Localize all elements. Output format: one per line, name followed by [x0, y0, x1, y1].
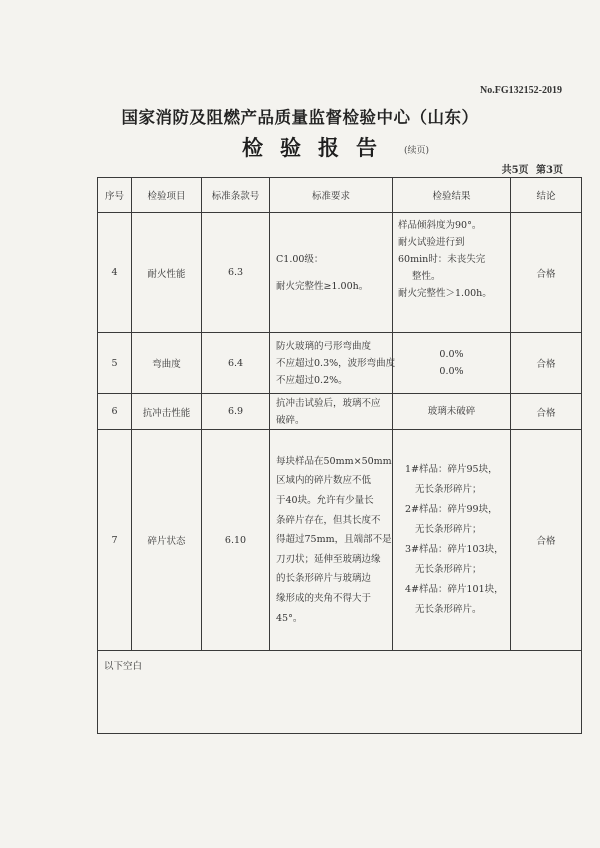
table-header-row: [98, 178, 582, 213]
row-no: 7: [98, 430, 132, 651]
row-conclusion: 合格: [511, 213, 582, 333]
row-clause: 6.10: [202, 430, 270, 651]
requirement-line: 得超过75mm，且端部不是: [276, 534, 392, 546]
row-clause: 6.4: [202, 333, 270, 394]
table-row: [98, 213, 582, 333]
page-total: 共5页: [501, 165, 529, 176]
footer-note: 以下空白: [98, 651, 582, 734]
requirement-line: 条碎片存在，但其长度不: [276, 514, 381, 526]
table-row: [98, 394, 582, 430]
organization-title: 国家消防及阻燃产品质量监督检验中心（山东）: [121, 108, 479, 127]
requirement-line: 缘形成的夹角不得大于: [276, 592, 372, 604]
report-number: No.FG132152-2019: [480, 85, 562, 96]
row-requirement: [270, 333, 396, 394]
requirement-line: C1.00级：: [276, 253, 324, 265]
row-item: 弯曲度: [132, 333, 202, 394]
row-conclusion: 合格: [511, 333, 582, 394]
row-clause: 6.9: [202, 394, 270, 430]
result-line: 1#样品：碎片95块，: [405, 464, 498, 475]
table-row: [98, 333, 582, 394]
row-item: 碎片状态: [132, 430, 202, 651]
page-current: 第3页: [536, 165, 563, 176]
requirement-line: 防火玻璃的弓形弯曲度: [276, 340, 372, 352]
row-no: 4: [98, 213, 132, 333]
row-result: [393, 394, 511, 430]
result-line: 耐火完整性＞1.00h。: [398, 288, 492, 299]
row-conclusion: 合格: [511, 394, 582, 430]
result-line: 无长条形碎片。: [415, 604, 482, 615]
header-result: 检验结果: [393, 178, 511, 213]
header-clause: 标准条款号: [202, 178, 270, 213]
report-subtitle: (续页): [404, 146, 430, 156]
result-line: 样品倾斜度为90°。: [398, 220, 482, 231]
requirement-line: 45°。: [276, 612, 303, 624]
requirement-line: 的长条形碎片与玻璃边: [276, 573, 372, 585]
row-result: [393, 333, 511, 394]
row-result: [393, 430, 511, 651]
row-no: 6: [98, 394, 132, 430]
result-line: 3#样品：碎片103块，: [405, 544, 504, 555]
row-requirement: [270, 430, 393, 651]
row-requirement: [270, 394, 393, 430]
result-line: 0.0%: [439, 366, 464, 377]
requirement-line: 不应超过0.3%，波形弯曲度: [276, 357, 396, 369]
requirement-line: 破碎。: [276, 414, 305, 426]
requirement-line: 刀刃状；延伸至玻璃边缘: [276, 553, 381, 565]
row-requirement: [270, 213, 393, 333]
header-item: 检验项目: [132, 178, 202, 213]
page-info: [500, 161, 565, 176]
row-item: 抗冲击性能: [132, 394, 202, 430]
result-line: 0.0%: [439, 349, 464, 360]
result-line: 耐火试验进行到: [398, 237, 465, 248]
result-line: 无长条形碎片；: [415, 484, 482, 495]
result-line: 整性。: [412, 271, 441, 282]
header-conclusion: 结论: [511, 178, 582, 213]
row-conclusion: 合格: [511, 430, 582, 651]
inspection-table: [97, 177, 582, 734]
result-line: 玻璃未破碎: [427, 406, 476, 417]
requirement-line: 耐火完整性≥1.00h。: [276, 280, 369, 292]
requirement-line: 不应超过0.2%。: [276, 374, 348, 386]
row-item: 耐火性能: [132, 213, 202, 333]
requirement-line: 区域内的碎片数应不低: [276, 475, 372, 487]
footer-row: [98, 651, 582, 734]
header-no: 序号: [98, 178, 132, 213]
result-line: 4#样品：碎片101块，: [405, 584, 504, 595]
header-requirement: 标准要求: [270, 178, 393, 213]
table-row: [98, 430, 582, 651]
requirement-line: 于40块。允许有少量长: [276, 495, 374, 507]
requirement-line: 每块样品在50mm×50mm: [276, 455, 392, 467]
report-title: 检验报告: [242, 135, 394, 160]
row-result: [393, 213, 511, 333]
result-line: 无长条形碎片；: [415, 564, 482, 575]
result-line: 2#样品：碎片99块，: [405, 504, 498, 515]
requirement-line: 抗冲击试验后，玻璃不应: [276, 397, 381, 409]
row-no: 5: [98, 333, 132, 394]
result-line: 60min时：未丧失完: [398, 254, 486, 265]
row-clause: 6.3: [202, 213, 270, 333]
result-line: 无长条形碎片；: [415, 524, 482, 535]
